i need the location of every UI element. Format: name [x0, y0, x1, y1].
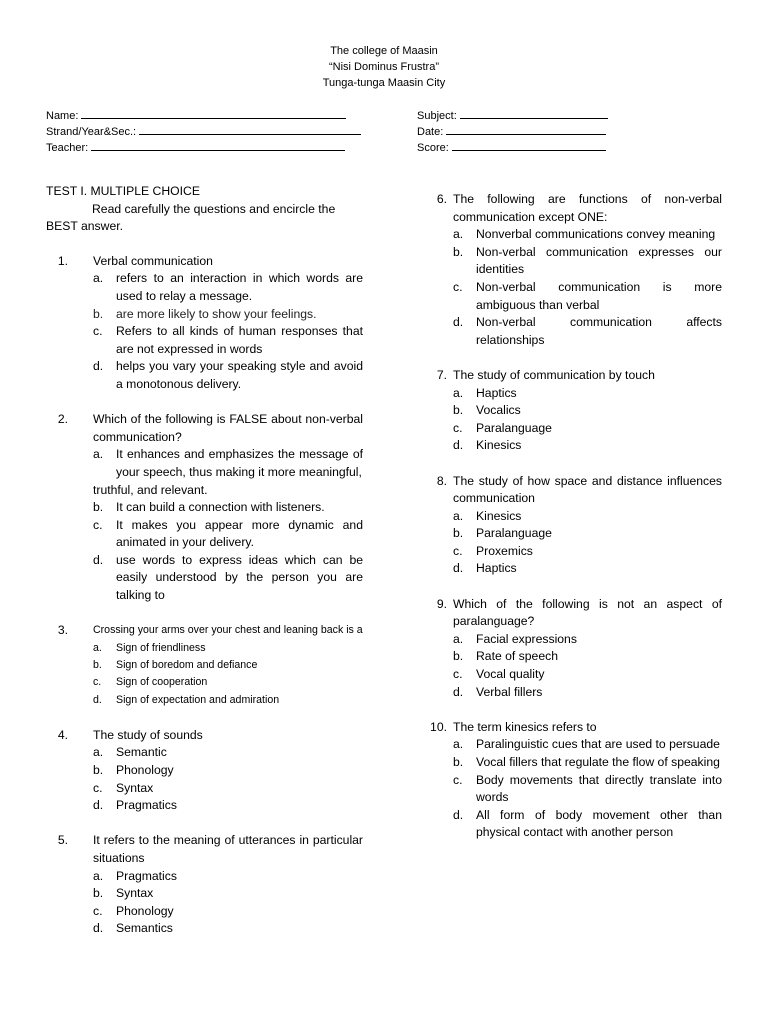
option-b[interactable] — [93, 657, 363, 674]
score-blank[interactable] — [452, 140, 606, 151]
question-stem: The study of sounds — [93, 727, 203, 742]
option-letter: b. — [93, 763, 104, 778]
strand-field[interactable] — [46, 124, 361, 139]
option-c[interactable] — [453, 666, 722, 684]
option-d[interactable] — [93, 692, 363, 709]
option-text: helps you vary your speaking style and avoid a monotonous delivery. — [116, 359, 363, 391]
option-text: Paralinguistic cues that are used to persuade — [476, 737, 720, 752]
teacher-label: Teacher: — [46, 142, 89, 154]
option-text: Non-verbal communication expresses our identities — [476, 244, 722, 277]
option-letter: a. — [453, 385, 464, 400]
option-a-continued — [93, 482, 363, 500]
option-text: It enhances and emphasizes the message of your speech, thus making it more meaningful, — [116, 447, 363, 479]
option-a[interactable] — [93, 446, 363, 481]
option-letter: c. — [93, 903, 103, 918]
option-letter: d. — [93, 693, 102, 706]
option-text: Proxemics — [476, 543, 533, 558]
option-c[interactable] — [453, 543, 722, 561]
option-text: Sign of expectation and admiration — [116, 693, 280, 706]
strand-blank[interactable] — [139, 124, 361, 135]
question-5 — [46, 832, 363, 938]
question-number: 10. — [430, 719, 447, 734]
option-text: refers to an interaction in which words are used to relay a message. — [116, 271, 363, 303]
question-stem: The study of how space and distance influences communication — [453, 473, 722, 506]
question-8 — [428, 473, 722, 579]
option-text: Phonology — [116, 763, 174, 778]
option-letter: b. — [453, 649, 464, 664]
option-letter: a. — [453, 227, 464, 242]
option-letter: b. — [453, 244, 464, 259]
option-letter: d. — [93, 359, 104, 374]
question-10 — [428, 719, 722, 842]
question-number: 1. — [57, 253, 68, 268]
name-field[interactable] — [46, 108, 346, 123]
option-text: Paralanguage — [476, 420, 552, 435]
subject-label: Subject: — [417, 110, 457, 122]
option-letter: c. — [453, 667, 463, 682]
option-letter: b. — [453, 403, 464, 418]
score-field[interactable] — [417, 140, 606, 155]
option-text: Sign of boredom and defiance — [116, 659, 258, 672]
teacher-field[interactable] — [46, 140, 345, 155]
option-letter: a. — [93, 868, 104, 883]
option-d[interactable] — [453, 437, 722, 455]
option-letter: a. — [93, 641, 102, 654]
option-text: Semantics — [116, 921, 173, 936]
option-text: Kinesics — [476, 438, 522, 453]
school-address: Tunga-tunga Maasin City — [322, 77, 446, 89]
question-stem: The study of communication by touch — [453, 367, 655, 382]
question-number: 2. — [57, 412, 68, 427]
option-letter: b. — [453, 755, 464, 769]
option-letter: b. — [93, 500, 104, 515]
option-letter: a. — [93, 271, 104, 286]
option-b[interactable] — [453, 402, 722, 420]
option-text: Facial expressions — [476, 631, 577, 646]
option-letter: c. — [453, 772, 463, 787]
option-d[interactable] — [453, 684, 722, 702]
option-letter: c. — [453, 420, 463, 435]
option-text: Nonverbal communications convey meaning — [476, 227, 716, 242]
option-letter: d. — [453, 315, 464, 330]
option-d[interactable] — [93, 920, 363, 938]
date-blank[interactable] — [446, 124, 606, 135]
option-letter: a. — [453, 631, 464, 646]
option-text: Vocalics — [476, 403, 521, 418]
option-a[interactable] — [93, 868, 363, 886]
option-text: Paralanguage — [476, 526, 552, 541]
question-1 — [46, 253, 363, 394]
option-letter: c. — [93, 780, 103, 795]
teacher-blank[interactable] — [91, 140, 345, 151]
option-letter: d. — [453, 438, 464, 453]
option-letter: b. — [93, 886, 104, 901]
score-label: Score: — [417, 142, 449, 154]
option-a[interactable] — [453, 736, 722, 754]
option-text: Rate of speech — [476, 649, 558, 664]
option-c[interactable] — [93, 517, 363, 552]
option-d[interactable] — [93, 797, 363, 815]
option-text: It makes you appear more dynamic and animated in your delivery. — [116, 517, 363, 550]
option-a[interactable] — [453, 631, 722, 649]
option-letter: a. — [453, 508, 464, 523]
option-a[interactable] — [453, 508, 722, 526]
question-3 — [46, 622, 363, 709]
option-letter: a. — [453, 737, 464, 752]
option-b[interactable] — [93, 499, 363, 517]
option-b[interactable] — [93, 762, 363, 780]
subject-field[interactable] — [417, 108, 608, 123]
question-stem: Crossing your arms over your chest and leaning back is a — [93, 624, 363, 637]
option-letter: c. — [93, 324, 103, 339]
option-text: Syntax — [116, 780, 154, 795]
option-d[interactable] — [453, 560, 722, 578]
option-text: Body movements that directly translate into words — [476, 772, 722, 805]
option-text: It can build a connection with listeners. — [116, 500, 325, 515]
option-letter: a. — [93, 745, 104, 760]
option-letter: d. — [93, 798, 104, 813]
option-text: Kinesics — [476, 508, 522, 523]
question-number: 6. — [436, 192, 447, 206]
date-field[interactable] — [417, 124, 606, 139]
option-letter: b. — [93, 306, 104, 321]
option-c[interactable] — [93, 674, 363, 691]
option-text: All form of body movement other than physical contact with another person — [476, 807, 722, 840]
option-b[interactable] — [453, 244, 722, 279]
option-text: Refers to all kinds of human responses that are not expressed in words — [116, 324, 363, 356]
question-7 — [428, 367, 722, 455]
school-motto: “Nisi Dominus Frustra” — [328, 61, 439, 73]
name-blank[interactable] — [81, 108, 346, 119]
option-letter: b. — [453, 526, 464, 541]
exam-header — [0, 43, 768, 91]
option-d[interactable] — [93, 552, 363, 605]
option-text: Phonology — [116, 903, 174, 918]
date-label: Date: — [417, 126, 444, 138]
option-c[interactable] — [453, 420, 722, 438]
question-stem: Which of the following is not an aspect of paralanguage? — [453, 596, 722, 629]
option-text: Non-verbal communication affects relationships — [476, 315, 722, 347]
test-instructions: Read carefully the questions and encircle the BEST answer. — [46, 201, 336, 234]
question-number: 4. — [57, 727, 68, 742]
option-a[interactable] — [453, 226, 722, 244]
option-letter: d. — [93, 921, 104, 936]
option-letter: c. — [93, 517, 103, 532]
option-c[interactable] — [453, 772, 722, 807]
option-c[interactable] — [93, 323, 363, 358]
right-column — [428, 191, 722, 860]
question-number: 8. — [436, 473, 447, 488]
question-stem: It refers to the meaning of utterances in particular situations — [93, 833, 363, 866]
name-label: Name: — [46, 110, 79, 122]
question-number: 3. — [57, 623, 68, 638]
question-2 — [46, 411, 363, 605]
option-b[interactable] — [453, 754, 722, 772]
option-text: are more likely to show your feelings. — [116, 306, 317, 321]
option-letter: a. — [93, 447, 104, 462]
option-text: Haptics — [476, 561, 517, 576]
option-text: Vocal quality — [476, 667, 545, 682]
option-letter: d. — [453, 684, 464, 699]
option-text: Pragmatics — [116, 868, 177, 883]
option-c[interactable] — [453, 279, 722, 314]
option-a[interactable] — [93, 744, 363, 762]
strand-label: Strand/Year&Sec.: — [46, 126, 137, 138]
question-number: 5. — [57, 833, 68, 848]
option-text: use words to express ideas which can be easily understood by the person you are talking to — [116, 552, 363, 603]
option-letter: d. — [453, 807, 464, 822]
option-letter: c. — [93, 676, 102, 689]
school-name: The college of Maasin — [330, 45, 438, 57]
option-text: Semantic — [116, 745, 167, 760]
option-text: Syntax — [116, 886, 154, 901]
option-d[interactable] — [453, 807, 722, 842]
option-b[interactable] — [93, 306, 363, 324]
question-number: 9. — [436, 596, 447, 611]
option-letter: d. — [453, 561, 464, 576]
option-a[interactable] — [93, 270, 363, 305]
question-4 — [46, 727, 363, 815]
question-number: 7. — [436, 367, 447, 382]
question-stem: The term kinesics refers to — [453, 719, 597, 734]
subject-blank[interactable] — [460, 108, 608, 119]
option-letter: b. — [93, 659, 102, 672]
option-b[interactable] — [453, 648, 722, 666]
option-text: Non-verbal communication is more ambiguous than verbal — [476, 279, 722, 312]
question-6 — [428, 191, 722, 349]
option-d[interactable] — [93, 358, 363, 393]
option-text: Haptics — [476, 385, 517, 400]
question-stem: Which of the following is FALSE about non-verbal communication? — [93, 412, 363, 444]
option-c[interactable] — [93, 780, 363, 798]
question-9 — [428, 596, 722, 702]
option-text: Sign of friendliness — [116, 641, 206, 654]
option-text: Pragmatics — [116, 798, 177, 813]
option-text: truthful, and relevant. — [93, 482, 208, 497]
question-stem: The following are functions of non-verbal communication except ONE: — [453, 192, 722, 224]
option-text: Sign of cooperation — [116, 676, 208, 689]
option-letter: c. — [453, 279, 463, 294]
question-stem: Verbal communication — [93, 253, 213, 268]
test-title: TEST I. MULTIPLE CHOICE — [46, 184, 200, 198]
option-c[interactable] — [93, 903, 363, 921]
option-a[interactable] — [453, 385, 722, 403]
option-d[interactable] — [453, 314, 722, 349]
left-column — [46, 183, 363, 956]
option-letter: d. — [93, 552, 104, 567]
option-b[interactable] — [453, 525, 722, 543]
option-letter: c. — [453, 543, 463, 558]
option-b[interactable] — [93, 885, 363, 903]
option-text: Vocal fillers that regulate the flow of speaking — [476, 755, 720, 769]
option-text: Verbal fillers — [476, 684, 543, 699]
option-a[interactable] — [93, 640, 363, 657]
